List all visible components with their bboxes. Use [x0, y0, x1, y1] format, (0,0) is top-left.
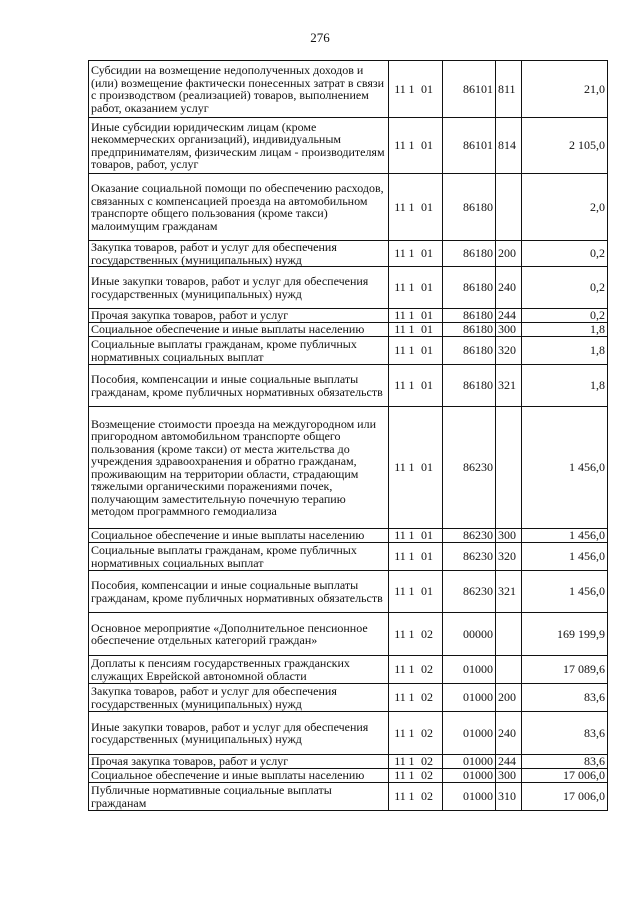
table-row [89, 543, 608, 571]
row-code-part: 1 [408, 460, 415, 475]
row-code-part: 11 [394, 725, 406, 740]
row-amount: 1,8 [522, 365, 608, 407]
row-code-part: 11 [394, 662, 406, 677]
row-direction-code: 01000 [443, 712, 496, 755]
row-code-part: 1 [408, 789, 415, 804]
row-name: Доплаты к пенсиям государственных гражданских служащих Еврейской автономной области [89, 656, 389, 684]
row-amount: 1 456,0 [522, 571, 608, 613]
table-row [89, 241, 608, 267]
row-amount: 21,0 [522, 61, 608, 118]
row-code-part: 01 [421, 378, 433, 393]
row-program-code [389, 267, 443, 309]
row-code-part: 02 [421, 768, 433, 783]
row-code-part: 1 [408, 549, 415, 564]
row-code-part: 01 [421, 460, 433, 475]
row-expense-type: 811 [496, 61, 522, 118]
row-direction-code: 01000 [443, 755, 496, 769]
table-row [89, 783, 608, 811]
row-code-part: 11 [394, 199, 406, 214]
row-code-part: 11 [394, 343, 406, 358]
row-program-code [389, 407, 443, 529]
row-amount: 17 006,0 [522, 783, 608, 811]
row-name: Социальное обеспечение и иные выплаты населению [89, 769, 389, 783]
row-direction-code: 01000 [443, 684, 496, 712]
row-code-part: 11 [394, 626, 406, 641]
row-expense-type: 300 [496, 323, 522, 337]
row-program-code [389, 543, 443, 571]
row-expense-type [496, 174, 522, 241]
row-code-part: 1 [408, 246, 415, 261]
row-code-part: 11 [394, 789, 406, 804]
row-name: Субсидии на возмещение недополученных доходов и (или) возмещение фактически понесенных затрат в связи с производством (реализацией) товаров, выполнением работ, оказанием услуг [89, 61, 389, 118]
row-name: Оказание социальной помощи по обеспечению расходов, связанных с компенсацией проезда на автомобильном транспорте общего пользования (кроме такси) малоимущим гражданам [89, 174, 389, 241]
row-amount: 0,2 [522, 267, 608, 309]
row-expense-type [496, 656, 522, 684]
row-amount: 83,6 [522, 755, 608, 769]
row-program-code [389, 769, 443, 783]
row-amount: 0,2 [522, 309, 608, 323]
row-code-part: 1 [408, 584, 415, 599]
row-program-code [389, 656, 443, 684]
row-name: Публичные нормативные социальные выплаты гражданам [89, 783, 389, 811]
row-code-part: 1 [408, 754, 415, 769]
row-code-part: 02 [421, 789, 433, 804]
row-code-part: 11 [394, 528, 406, 543]
row-program-code [389, 61, 443, 118]
row-expense-type: 814 [496, 118, 522, 174]
row-code-part: 11 [394, 308, 406, 323]
row-expense-type: 240 [496, 267, 522, 309]
row-code-part: 1 [408, 138, 415, 153]
table-row [89, 684, 608, 712]
row-name: Основное мероприятие «Дополнительное пенсионное обеспечение отдельных категорий граждан» [89, 613, 389, 656]
row-direction-code: 01000 [443, 656, 496, 684]
row-direction-code: 86230 [443, 571, 496, 613]
row-program-code [389, 365, 443, 407]
budget-table-body [89, 61, 608, 811]
row-name: Пособия, компенсации и иные социальные выплаты гражданам, кроме публичных нормативных обязательств [89, 571, 389, 613]
row-name: Социальное обеспечение и иные выплаты населению [89, 529, 389, 543]
table-row [89, 267, 608, 309]
row-program-code [389, 309, 443, 323]
row-code-part: 1 [408, 662, 415, 677]
row-code-part: 1 [408, 322, 415, 337]
row-amount: 169 199,9 [522, 613, 608, 656]
page-number: 276 [310, 30, 330, 45]
row-expense-type: 320 [496, 543, 522, 571]
row-program-code [389, 712, 443, 755]
row-code-part: 01 [421, 246, 433, 261]
row-code-part: 01 [421, 199, 433, 214]
row-expense-type: 300 [496, 529, 522, 543]
row-code-part: 01 [421, 322, 433, 337]
row-name: Прочая закупка товаров, работ и услуг [89, 309, 389, 323]
row-code-part: 1 [408, 626, 415, 641]
row-program-code [389, 571, 443, 613]
row-direction-code: 86101 [443, 61, 496, 118]
row-code-part: 02 [421, 662, 433, 677]
row-program-code [389, 337, 443, 365]
row-program-code [389, 684, 443, 712]
row-code-part: 01 [421, 549, 433, 564]
row-code-part: 1 [408, 528, 415, 543]
row-code-part: 1 [408, 725, 415, 740]
table-row [89, 769, 608, 783]
row-expense-type: 300 [496, 769, 522, 783]
row-direction-code: 86180 [443, 323, 496, 337]
table-row [89, 613, 608, 656]
table-row [89, 323, 608, 337]
row-amount: 17 089,6 [522, 656, 608, 684]
row-code-part: 01 [421, 81, 433, 96]
row-code-part: 11 [394, 460, 406, 475]
row-program-code [389, 323, 443, 337]
row-expense-type [496, 407, 522, 529]
row-direction-code: 86230 [443, 407, 496, 529]
row-amount: 2,0 [522, 174, 608, 241]
row-code-part: 02 [421, 626, 433, 641]
row-expense-type: 200 [496, 684, 522, 712]
row-code-part: 1 [408, 343, 415, 358]
row-code-part: 1 [408, 768, 415, 783]
row-code-part: 11 [394, 768, 406, 783]
row-code-part: 1 [408, 280, 415, 295]
row-code-part: 01 [421, 528, 433, 543]
table-row [89, 571, 608, 613]
row-code-part: 1 [408, 690, 415, 705]
row-code-part: 01 [421, 584, 433, 599]
row-name: Иные субсидии юридическим лицам (кроме некоммерческих организаций), индивидуальным предпринимателям, физическим лицам - производителям товаров, работ, услуг [89, 118, 389, 174]
row-code-part: 11 [394, 549, 406, 564]
row-code-part: 01 [421, 280, 433, 295]
row-code-part: 1 [408, 378, 415, 393]
row-code-part: 01 [421, 138, 433, 153]
row-expense-type: 321 [496, 571, 522, 613]
row-expense-type: 240 [496, 712, 522, 755]
row-code-part: 02 [421, 690, 433, 705]
row-program-code [389, 755, 443, 769]
row-direction-code: 01000 [443, 769, 496, 783]
row-name: Возмещение стоимости проезда на междугородном или пригородном автомобильном транспорте общего пользования (кроме такси) от места жительства до учреждения здравоохранения и обратно гражданам, проживающим на территории области, страдающим тяжелыми органическими поражениями почек, получающим заместительную почечную терапию методом программного гемодиализа [89, 407, 389, 529]
table-row [89, 529, 608, 543]
row-code-part: 1 [408, 81, 415, 96]
row-name: Иные закупки товаров, работ и услуг для обеспечения государственных (муниципальных) нужд [89, 712, 389, 755]
table-row [89, 656, 608, 684]
row-amount: 1 456,0 [522, 529, 608, 543]
table-row [89, 755, 608, 769]
row-program-code [389, 174, 443, 241]
row-expense-type: 244 [496, 309, 522, 323]
row-program-code [389, 241, 443, 267]
row-code-part: 11 [394, 584, 406, 599]
row-direction-code: 86180 [443, 241, 496, 267]
row-expense-type: 310 [496, 783, 522, 811]
row-expense-type: 244 [496, 755, 522, 769]
row-name: Социальное обеспечение и иные выплаты населению [89, 323, 389, 337]
row-code-part: 11 [394, 754, 406, 769]
row-code-part: 11 [394, 81, 406, 96]
row-code-part: 02 [421, 725, 433, 740]
table-row [89, 61, 608, 118]
row-name: Социальные выплаты гражданам, кроме публичных нормативных социальных выплат [89, 337, 389, 365]
row-expense-type: 320 [496, 337, 522, 365]
row-amount: 2 105,0 [522, 118, 608, 174]
row-direction-code: 86180 [443, 365, 496, 407]
row-direction-code: 86230 [443, 543, 496, 571]
row-amount: 1,8 [522, 337, 608, 365]
row-amount: 1 456,0 [522, 543, 608, 571]
row-direction-code: 86180 [443, 337, 496, 365]
row-amount: 83,6 [522, 712, 608, 755]
row-amount: 17 006,0 [522, 769, 608, 783]
row-name: Закупка товаров, работ и услуг для обеспечения государственных (муниципальных) нужд [89, 241, 389, 267]
row-code-part: 11 [394, 246, 406, 261]
row-direction-code: 86101 [443, 118, 496, 174]
row-code-part: 11 [394, 322, 406, 337]
row-direction-code: 01000 [443, 783, 496, 811]
row-direction-code: 86180 [443, 267, 496, 309]
row-name: Пособия, компенсации и иные социальные выплаты гражданам, кроме публичных нормативных обязательств [89, 365, 389, 407]
row-code-part: 01 [421, 308, 433, 323]
table-row [89, 337, 608, 365]
row-code-part: 1 [408, 199, 415, 214]
row-amount: 1 456,0 [522, 407, 608, 529]
row-program-code [389, 783, 443, 811]
table-row [89, 174, 608, 241]
row-expense-type: 321 [496, 365, 522, 407]
row-code-part: 02 [421, 754, 433, 769]
row-code-part: 11 [394, 378, 406, 393]
row-program-code [389, 118, 443, 174]
row-expense-type: 200 [496, 241, 522, 267]
row-direction-code: 86180 [443, 174, 496, 241]
row-code-part: 01 [421, 343, 433, 358]
row-direction-code: 00000 [443, 613, 496, 656]
row-name: Социальные выплаты гражданам, кроме публичных нормативных социальных выплат [89, 543, 389, 571]
row-name: Иные закупки товаров, работ и услуг для обеспечения государственных (муниципальных) нужд [89, 267, 389, 309]
table-row [89, 309, 608, 323]
row-amount: 0,2 [522, 241, 608, 267]
row-program-code [389, 613, 443, 656]
row-name: Прочая закупка товаров, работ и услуг [89, 755, 389, 769]
row-amount: 1,8 [522, 323, 608, 337]
row-program-code [389, 529, 443, 543]
table-row [89, 365, 608, 407]
row-direction-code: 86230 [443, 529, 496, 543]
row-amount: 83,6 [522, 684, 608, 712]
table-row [89, 712, 608, 755]
row-code-part: 11 [394, 280, 406, 295]
row-code-part: 11 [394, 690, 406, 705]
row-code-part: 11 [394, 138, 406, 153]
row-direction-code: 86180 [443, 309, 496, 323]
table-row [89, 118, 608, 174]
row-name: Закупка товаров, работ и услуг для обеспечения государственных (муниципальных) нужд [89, 684, 389, 712]
table-row [89, 407, 608, 529]
row-code-part: 1 [408, 308, 415, 323]
row-expense-type [496, 613, 522, 656]
budget-table [88, 60, 608, 811]
